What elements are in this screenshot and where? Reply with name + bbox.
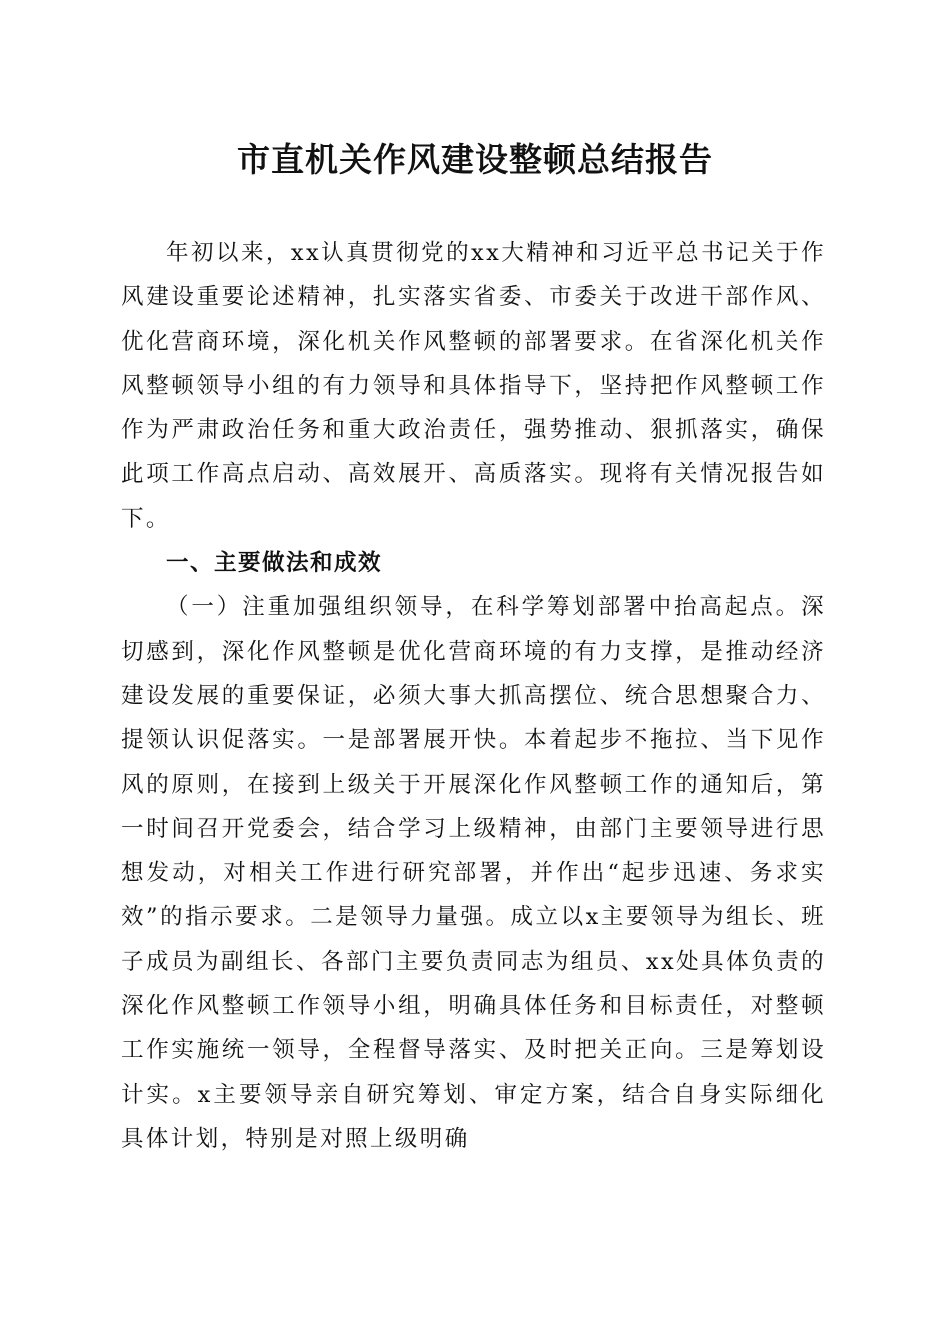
- subsection-body: 深切感到，深化作风整顿是优化营商环境的有力支撑，是推动经济建设发展的重要保证，必须大事大抓高摆位、统合思想聚合力、提领认识促落实。一是部署展开快。本着起步不拖拉、当下见作风的原则，在接到上级关于开展深化作风整顿工作的通知后，第一时间召开党委会，结合学习上级精神，由部门主要领导进行思想发动，对相关工作进行研究部署，并作出“起步迅速、务求实效”的指示要求。二是领导力量强。成立以x主要领导为组长、班子成员为副组长、各部门主要负责同志为组员、xx处具体负责的深化作风整顿工作领导小组，明确具体任务和目标责任，对整顿工作实施统一领导，全程督导落实、及时把关正向。三是筹划设计实。x主要领导亲自研究筹划、审定方案，结合自身实际细化具体计划，特别是对照上级明确: [121, 594, 826, 1152]
- intro-paragraph: 年初以来，xx认真贯彻党的xx大精神和习近平总书记关于作风建设重要论述精神，扎实落实省委、市委关于改进干部作风、优化营商环境，深化机关作风整顿的部署要求。在省深化机关作风整顿领导小组的有力领导和具体指导下，坚持把作风整顿工作作为严肃政治任务和重大政治责任，强势推动、狠抓落实，确保此项工作高点启动、高效展开、高质落实。现将有关情况报告如下。: [121, 240, 826, 532]
- section-heading: 一、主要做法和成效: [166, 550, 383, 577]
- subsection-lead: （一）注重加强组织领导，在科学筹划部署中抬高起点。: [166, 594, 802, 621]
- subsection-paragraph: [121, 585, 826, 1161]
- document-body: [121, 231, 826, 1161]
- document-title: 市直机关作风建设整顿总结报告: [237, 140, 713, 179]
